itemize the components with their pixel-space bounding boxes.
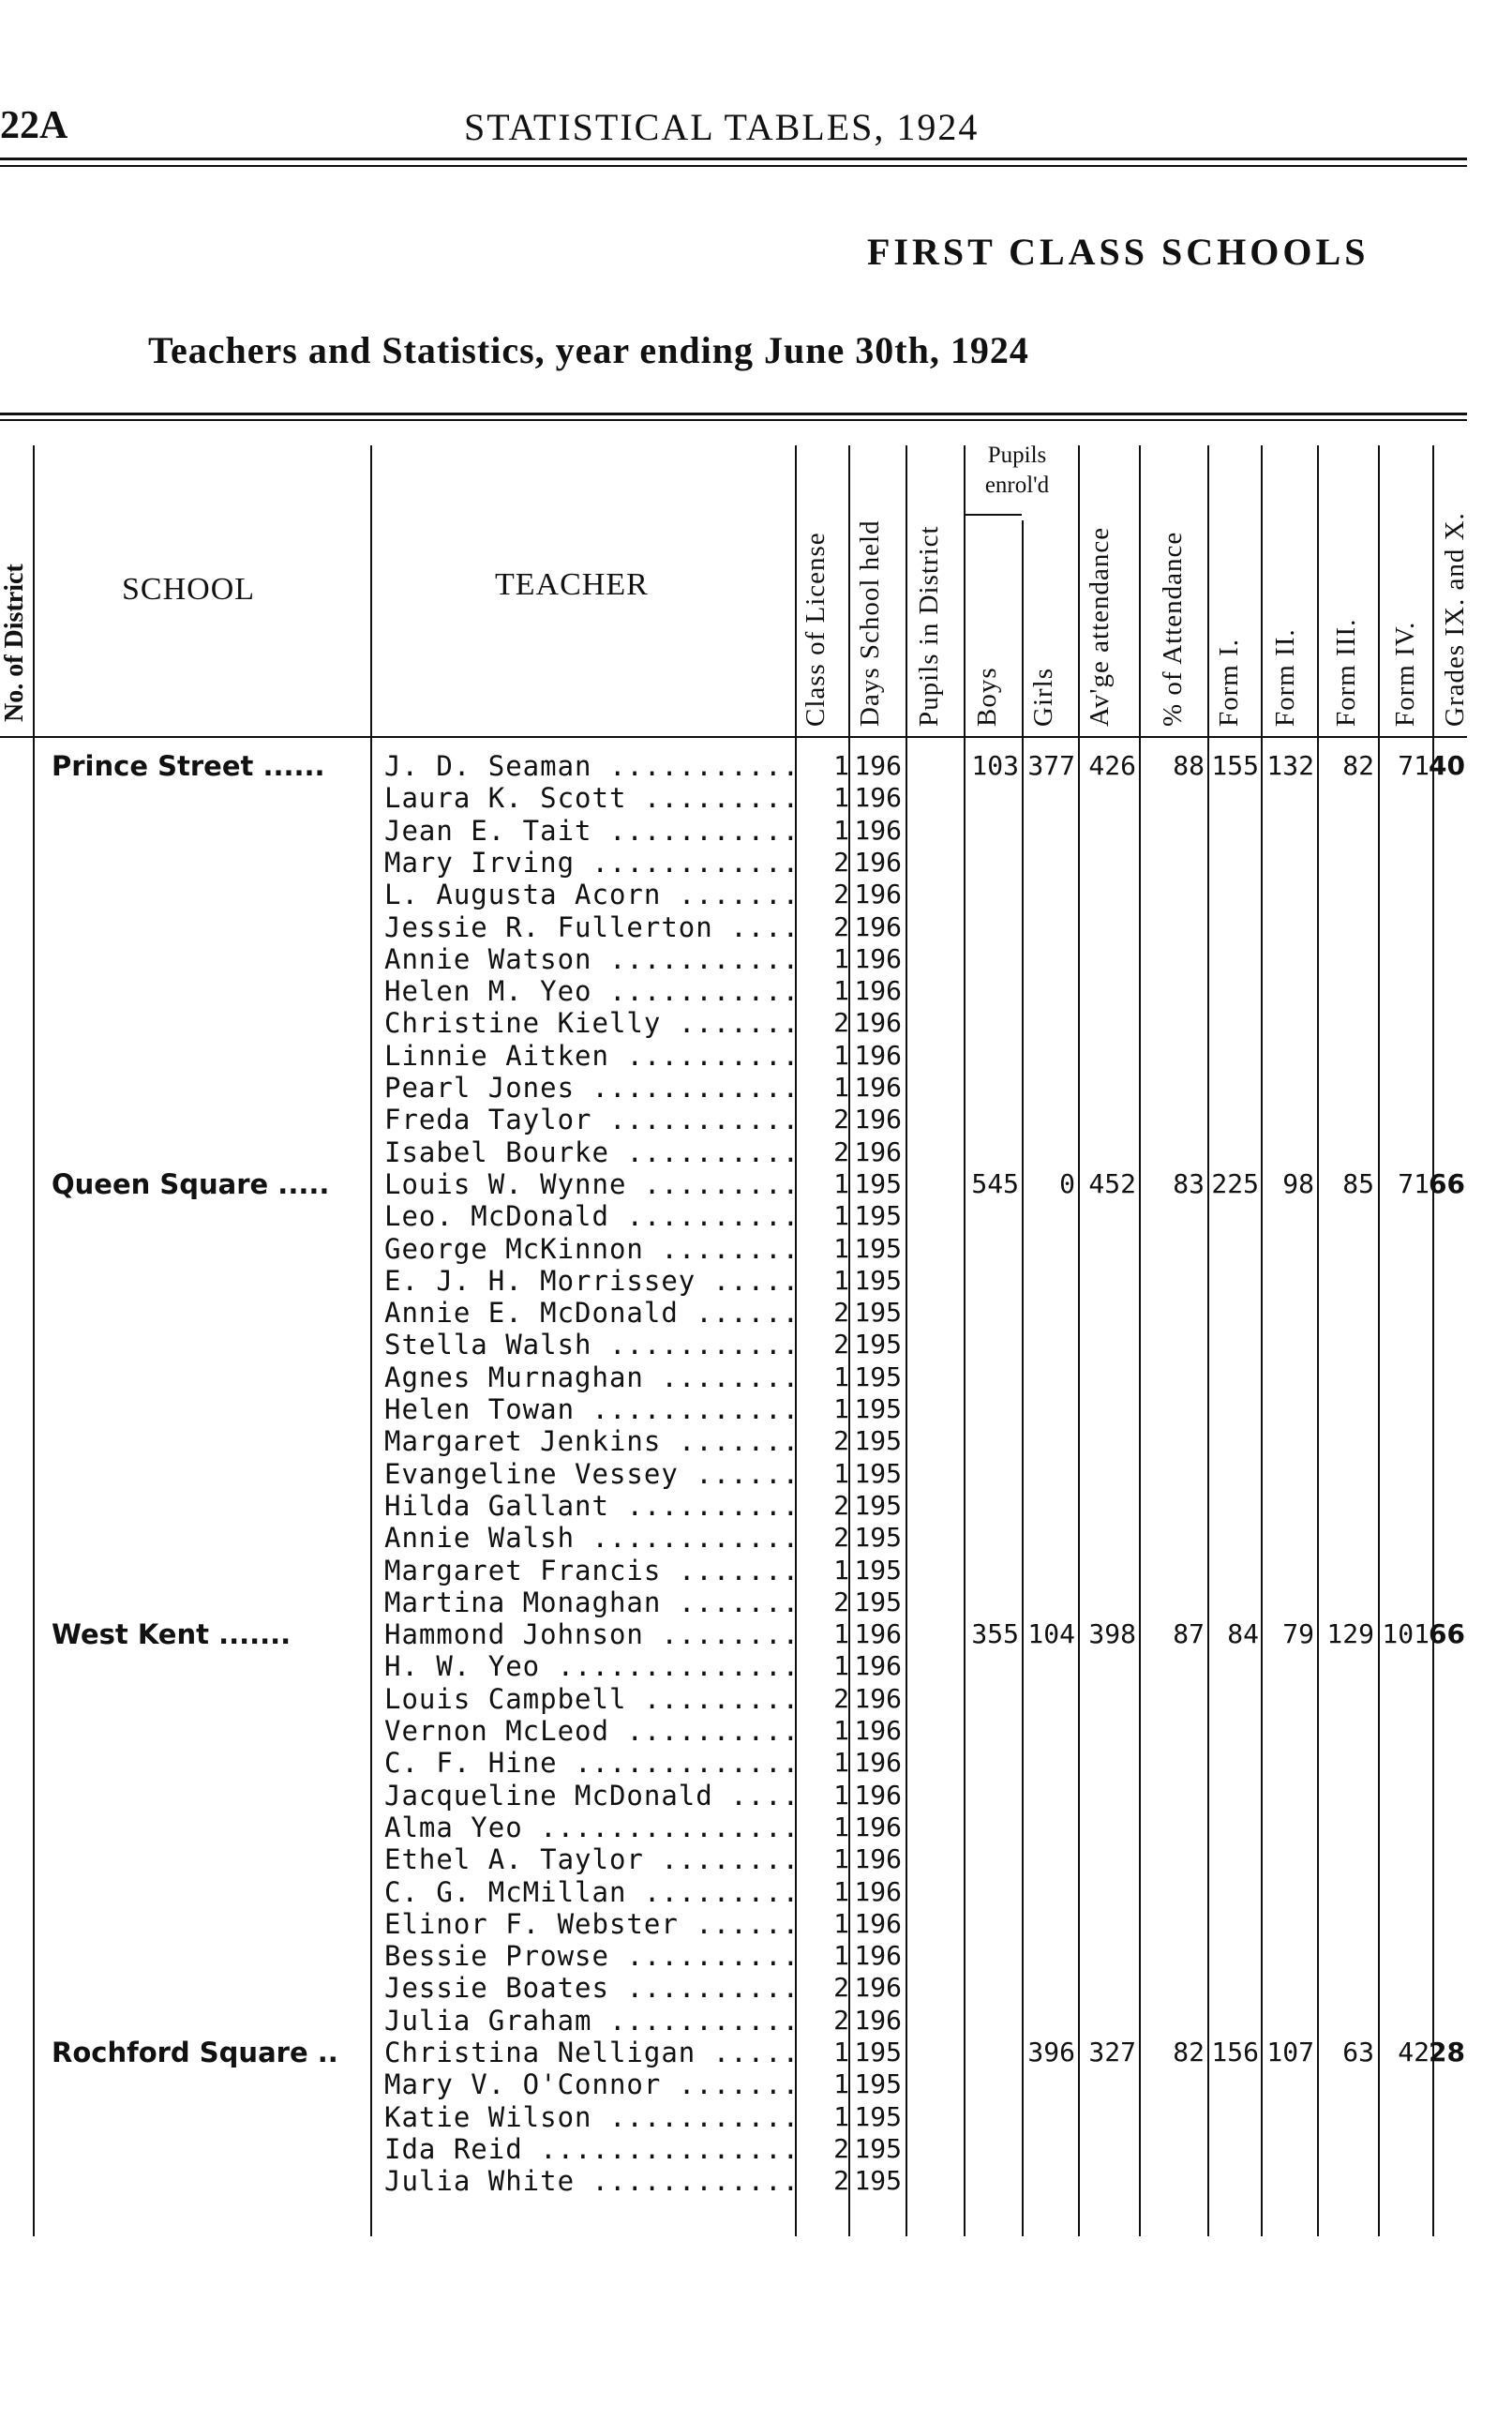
table-row: [0, 1972, 1467, 2004]
girls-cell: 396: [1027, 2037, 1075, 2068]
teacher-name: Pearl Jones .....: [384, 1072, 797, 1104]
table-row: [0, 1715, 1467, 1747]
school-name: West Kent .......: [52, 1618, 292, 1651]
class-of-license-cell: 1: [833, 1072, 849, 1103]
table-row: [0, 1200, 1467, 1232]
form4-cell: 71: [1398, 750, 1430, 781]
days-school-held-cell: 196: [854, 1007, 902, 1039]
class-of-license-cell: 1: [833, 2068, 849, 2100]
table-row: [0, 1876, 1467, 1908]
table-row: [0, 1168, 1467, 1200]
days-school-held-cell: 196: [854, 1875, 902, 1907]
teacher-name: Elinor F. Webster .....: [384, 1908, 797, 1940]
form1-cell: 155: [1211, 750, 1259, 781]
days-school-held-cell: 196: [854, 814, 902, 846]
days-school-held-cell: 195: [854, 1522, 902, 1554]
class-of-license-cell: 2: [833, 1522, 849, 1554]
class-of-license-cell: 1: [833, 2100, 849, 2132]
days-school-held-cell: 196: [854, 942, 902, 974]
table-row: [0, 1940, 1467, 1972]
class-of-license-cell: 2: [833, 1489, 849, 1521]
days-school-held-cell: 196: [854, 975, 902, 1007]
table-row: [0, 2005, 1467, 2037]
column-header-school: SCHOOL: [122, 572, 256, 607]
teacher-name: Leo. McDonald .....: [384, 1200, 797, 1232]
class-of-license-cell: 1: [833, 1650, 849, 1682]
days-school-held-cell: 196: [854, 1072, 902, 1103]
page-number: 22A: [0, 104, 68, 147]
teacher-name: H. W. Yeo .....: [384, 1650, 797, 1682]
table-row: [0, 782, 1467, 814]
table-row: [0, 1072, 1467, 1104]
teacher-name: George McKinnon .....: [384, 1233, 797, 1265]
days-school-held-cell: 196: [854, 1907, 902, 1939]
days-school-held-cell: 196: [854, 1650, 902, 1682]
teacher-name: J. D. Seaman .....: [384, 750, 797, 782]
column-header-form4: Form IV.: [1390, 621, 1420, 727]
days-school-held-cell: 195: [854, 2037, 902, 2068]
table-row: [0, 1265, 1467, 1297]
pct-attendance-cell: 88: [1173, 750, 1205, 781]
class-of-license-cell: 1: [833, 1039, 849, 1071]
class-of-license-cell: 1: [833, 1940, 849, 1972]
class-of-license-cell: 2: [833, 1586, 849, 1617]
class-of-license-cell: 1: [833, 1618, 849, 1650]
pct-attendance-cell: 82: [1173, 2037, 1205, 2068]
table-row: [0, 1747, 1467, 1779]
table-row: [0, 1780, 1467, 1812]
class-of-license-cell: 1: [833, 1167, 849, 1199]
class-of-license-cell: 2: [833, 846, 849, 878]
table-row: [0, 847, 1467, 879]
class-of-license-cell: 2: [833, 1007, 849, 1039]
days-school-held-cell: 195: [854, 1232, 902, 1264]
days-school-held-cell: 196: [854, 750, 902, 781]
days-school-held-cell: 195: [854, 1425, 902, 1457]
form2-cell: 79: [1282, 1618, 1314, 1650]
days-school-held-cell: 196: [854, 1747, 902, 1779]
teacher-name: Christine Kielly .....: [384, 1007, 797, 1039]
avg-attendance-cell: 452: [1088, 1167, 1136, 1199]
days-school-held-cell: 196: [854, 1811, 902, 1842]
grades-cell: 66: [1429, 1167, 1465, 1199]
grades-cell: 66: [1429, 1618, 1465, 1650]
class-of-license-cell: 2: [833, 1972, 849, 2004]
table-row: [0, 1040, 1467, 1072]
teacher-name: Margaret Jenkins .....: [384, 1425, 797, 1457]
girls-cell: 104: [1027, 1618, 1075, 1650]
column-header-days-school-held: Days School held: [855, 519, 885, 727]
boys-cell: 355: [971, 1618, 1019, 1650]
girls-cell: 0: [1059, 1167, 1075, 1199]
teacher-name: Evangeline Vessey .....: [384, 1458, 797, 1490]
table-row: [0, 1329, 1467, 1361]
header-rule-thin: [0, 165, 1467, 167]
days-school-held-cell: 196: [854, 1843, 902, 1875]
table-row: [0, 1490, 1467, 1522]
table-row: [0, 1650, 1467, 1682]
table-row: [0, 1522, 1467, 1554]
class-of-license-cell: 2: [833, 1425, 849, 1457]
days-school-held-cell: 195: [854, 1361, 902, 1392]
class-of-license-cell: 1: [833, 1747, 849, 1779]
teacher-name: Ethel A. Taylor .....: [384, 1843, 797, 1875]
class-of-license-cell: 1: [833, 1393, 849, 1424]
section-title: FIRST CLASS SCHOOLS: [867, 231, 1370, 273]
form2-cell: 98: [1282, 1167, 1314, 1199]
column-header-form1: Form I.: [1214, 639, 1244, 727]
class-of-license-cell: 1: [833, 1843, 849, 1875]
class-of-license-cell: 1: [833, 975, 849, 1007]
days-school-held-cell: 196: [854, 1682, 902, 1714]
table-row: [0, 1361, 1467, 1393]
teacher-name: Margaret Francis .....: [384, 1555, 797, 1586]
column-header-girls: Girls: [1028, 668, 1058, 727]
form4-cell: 101: [1382, 1618, 1430, 1650]
days-school-held-cell: 196: [854, 1972, 902, 2004]
form1-cell: 225: [1211, 1167, 1259, 1199]
class-of-license-cell: 1: [833, 2037, 849, 2068]
teacher-name: Katie Wilson .....: [384, 2101, 797, 2133]
days-school-held-cell: 195: [854, 2132, 902, 2164]
class-of-license-cell: 2: [833, 879, 849, 910]
teacher-name: Isabel Bourke .....: [384, 1136, 797, 1168]
grades-cell: 28: [1429, 2037, 1465, 2068]
teacher-name: Julia Graham .....: [384, 2005, 797, 2037]
teacher-name: Stella Walsh .....: [384, 1329, 797, 1361]
column-header-grades: Grades IX. and X.: [1440, 512, 1470, 727]
class-of-license-cell: 1: [833, 1554, 849, 1586]
form1-cell: 84: [1227, 1618, 1259, 1650]
teacher-name: Freda Taylor .....: [384, 1104, 797, 1135]
grades-cell: 40: [1429, 750, 1465, 781]
column-header-pupils-in-district: Pupils in District: [914, 525, 944, 727]
days-school-held-cell: 196: [854, 1135, 902, 1167]
teacher-name: Julia White .....: [384, 2165, 797, 2197]
column-header-form3: Form III.: [1331, 618, 1361, 727]
teacher-name: E. J. H. Morrissey .....: [384, 1265, 797, 1297]
days-school-held-cell: 196: [854, 1715, 902, 1746]
days-school-held-cell: 196: [854, 782, 902, 814]
days-school-held-cell: 196: [854, 1779, 902, 1811]
table-row: [0, 1908, 1467, 1940]
days-school-held-cell: 195: [854, 2068, 902, 2100]
class-of-license-cell: 2: [833, 910, 849, 942]
days-school-held-cell: 195: [854, 1457, 902, 1489]
days-school-held-cell: 196: [854, 1039, 902, 1071]
form4-cell: 42: [1398, 2037, 1430, 2068]
teacher-name: C. F. Hine .....: [384, 1747, 797, 1779]
column-header-pct-attendance: % of Attendance: [1158, 531, 1188, 727]
class-of-license-cell: 1: [833, 1232, 849, 1264]
form1-cell: 156: [1211, 2037, 1259, 2068]
pct-attendance-cell: 87: [1173, 1618, 1205, 1650]
days-school-held-cell: 196: [854, 1104, 902, 1135]
column-header-form2: Form II.: [1270, 628, 1300, 727]
class-of-license-cell: 1: [833, 1264, 849, 1296]
class-of-license-cell: 2: [833, 1135, 849, 1167]
table-row: [0, 975, 1467, 1007]
teacher-name: Hilda Gallant .....: [384, 1490, 797, 1522]
class-of-license-cell: 1: [833, 1811, 849, 1842]
days-school-held-cell: 195: [854, 1264, 902, 1296]
days-school-held-cell: 195: [854, 1297, 902, 1329]
school-name: Queen Square .....: [52, 1167, 330, 1200]
class-of-license-cell: 2: [833, 2004, 849, 2036]
class-of-license-cell: 1: [833, 1779, 849, 1811]
pct-attendance-cell: 83: [1173, 1167, 1205, 1199]
class-of-license-cell: 2: [833, 1297, 849, 1329]
class-of-license-cell: 1: [833, 814, 849, 846]
table-row: [0, 1104, 1467, 1135]
table-row: [0, 1233, 1467, 1265]
days-school-held-cell: 195: [854, 1393, 902, 1424]
class-of-license-cell: 1: [833, 750, 849, 781]
table-row: [0, 2037, 1467, 2068]
class-of-license-cell: 1: [833, 1715, 849, 1746]
class-of-license-cell: 2: [833, 1329, 849, 1361]
teacher-name: Mary Irving .....: [384, 847, 797, 879]
table-row: [0, 943, 1467, 975]
teacher-name: Jean E. Tait .....: [384, 815, 797, 847]
table-row: [0, 1586, 1467, 1618]
column-header-avg-attendance: Av'ge attendance: [1085, 526, 1115, 727]
days-school-held-cell: 196: [854, 910, 902, 942]
days-school-held-cell: 195: [854, 2100, 902, 2132]
days-school-held-cell: 195: [854, 1167, 902, 1199]
teacher-name: L. Augusta Acorn .....: [384, 879, 797, 910]
teacher-name: Christina Nelligan .....: [384, 2037, 797, 2068]
teacher-name: Alma Yeo .....: [384, 1812, 797, 1843]
boys-cell: 103: [971, 750, 1019, 781]
header-bottom-rule: [0, 736, 1467, 738]
form4-cell: 71: [1398, 1167, 1430, 1199]
teacher-name: Agnes Murnaghan .....: [384, 1361, 797, 1393]
subtitle: Teachers and Statistics, year ending June 30th, 1924: [148, 329, 1029, 371]
teacher-name: Helen Towan .....: [384, 1393, 797, 1425]
table-row: [0, 911, 1467, 943]
teacher-name: Mary V. O'Connor .....: [384, 2068, 797, 2100]
form3-cell: 85: [1342, 1167, 1374, 1199]
class-of-license-cell: 2: [833, 2132, 849, 2164]
table-row: [0, 1555, 1467, 1586]
table-row: [0, 1843, 1467, 1875]
table-row: [0, 750, 1467, 782]
table-row: [0, 879, 1467, 910]
table-row: [0, 2068, 1467, 2100]
teacher-name: Bessie Prowse .....: [384, 1940, 797, 1972]
class-of-license-cell: 1: [833, 1457, 849, 1489]
table-row: [0, 1425, 1467, 1457]
teacher-name: Martina Monaghan .....: [384, 1586, 797, 1618]
table-row: [0, 2101, 1467, 2133]
class-of-license-cell: 1: [833, 1907, 849, 1939]
days-school-held-cell: 195: [854, 1554, 902, 1586]
header-rule: [0, 158, 1467, 160]
table-row: [0, 1393, 1467, 1425]
column-header-boys: Boys: [972, 667, 1002, 727]
days-school-held-cell: 196: [854, 2004, 902, 2036]
class-of-license-cell: 1: [833, 782, 849, 814]
teacher-name: Annie Watson .....: [384, 943, 797, 975]
column-header-district: No. of District: [0, 564, 29, 722]
column-header-class-of-license: Class of License: [801, 532, 831, 727]
boys-cell: 545: [971, 1167, 1019, 1199]
days-school-held-cell: 195: [854, 1489, 902, 1521]
teacher-name: Laura K. Scott .....: [384, 782, 797, 814]
teacher-name: Louis Campbell .....: [384, 1683, 797, 1715]
days-school-held-cell: 196: [854, 846, 902, 878]
class-of-license-cell: 1: [833, 1875, 849, 1907]
form3-cell: 82: [1342, 750, 1374, 781]
class-of-license-cell: 2: [833, 1682, 849, 1714]
table-row: [0, 1297, 1467, 1329]
column-header-pupils-enrolled: Pupils enrol'd: [984, 443, 1050, 498]
class-of-license-cell: 1: [833, 1200, 849, 1232]
table-top-rule-thin: [0, 419, 1467, 421]
days-school-held-cell: 196: [854, 879, 902, 910]
teacher-name: Helen M. Yeo .....: [384, 975, 797, 1007]
running-title: STATISTICAL TABLES, 1924: [464, 106, 980, 148]
table-row: [0, 815, 1467, 847]
days-school-held-cell: 195: [854, 2165, 902, 2197]
avg-attendance-cell: 426: [1088, 750, 1136, 781]
teacher-name: Vernon McLeod .....: [384, 1715, 797, 1747]
table-row: [0, 1007, 1467, 1039]
avg-attendance-cell: 327: [1088, 2037, 1136, 2068]
avg-attendance-cell: 398: [1088, 1618, 1136, 1650]
school-name: Prince Street ......: [52, 750, 325, 782]
days-school-held-cell: 196: [854, 1940, 902, 1972]
table-row: [0, 1812, 1467, 1843]
teacher-name: Jessie R. Fullerton .....: [384, 911, 797, 943]
teacher-name: Annie Walsh .....: [384, 1522, 797, 1554]
form2-cell: 132: [1266, 750, 1314, 781]
table-row: [0, 1618, 1467, 1650]
class-of-license-cell: 1: [833, 1361, 849, 1392]
teacher-name: Jessie Boates .....: [384, 1972, 797, 2004]
class-of-license-cell: 2: [833, 1104, 849, 1135]
class-of-license-cell: 2: [833, 2165, 849, 2197]
days-school-held-cell: 196: [854, 1618, 902, 1650]
teacher-name: Louis W. Wynne .....: [384, 1168, 797, 1200]
teacher-name: Linnie Aitken .....: [384, 1040, 797, 1072]
table-row: [0, 1683, 1467, 1715]
column-header-teacher: TEACHER: [495, 567, 649, 602]
days-school-held-cell: 195: [854, 1200, 902, 1232]
girls-cell: 377: [1027, 750, 1075, 781]
table-row: [0, 2165, 1467, 2197]
teacher-name: Ida Reid .....: [384, 2133, 797, 2165]
table-top-rule: [0, 413, 1467, 415]
table-row: [0, 1136, 1467, 1168]
teacher-name: C. G. McMillan .....: [384, 1876, 797, 1908]
teacher-name: Hammond Johnson .....: [384, 1618, 797, 1650]
days-school-held-cell: 195: [854, 1329, 902, 1361]
form2-cell: 107: [1266, 2037, 1314, 2068]
pupils-enrolled-divider: [964, 514, 1022, 516]
table-row: [0, 2133, 1467, 2165]
class-of-license-cell: 1: [833, 942, 849, 974]
teacher-name: Jacqueline McDonald .....: [384, 1780, 797, 1812]
days-school-held-cell: 195: [854, 1586, 902, 1617]
table-row: [0, 1458, 1467, 1490]
form3-cell: 63: [1342, 2037, 1374, 2068]
school-name: Rochford Square ..: [52, 2037, 338, 2068]
teacher-name: Annie E. McDonald .....: [384, 1297, 797, 1329]
form3-cell: 129: [1326, 1618, 1374, 1650]
